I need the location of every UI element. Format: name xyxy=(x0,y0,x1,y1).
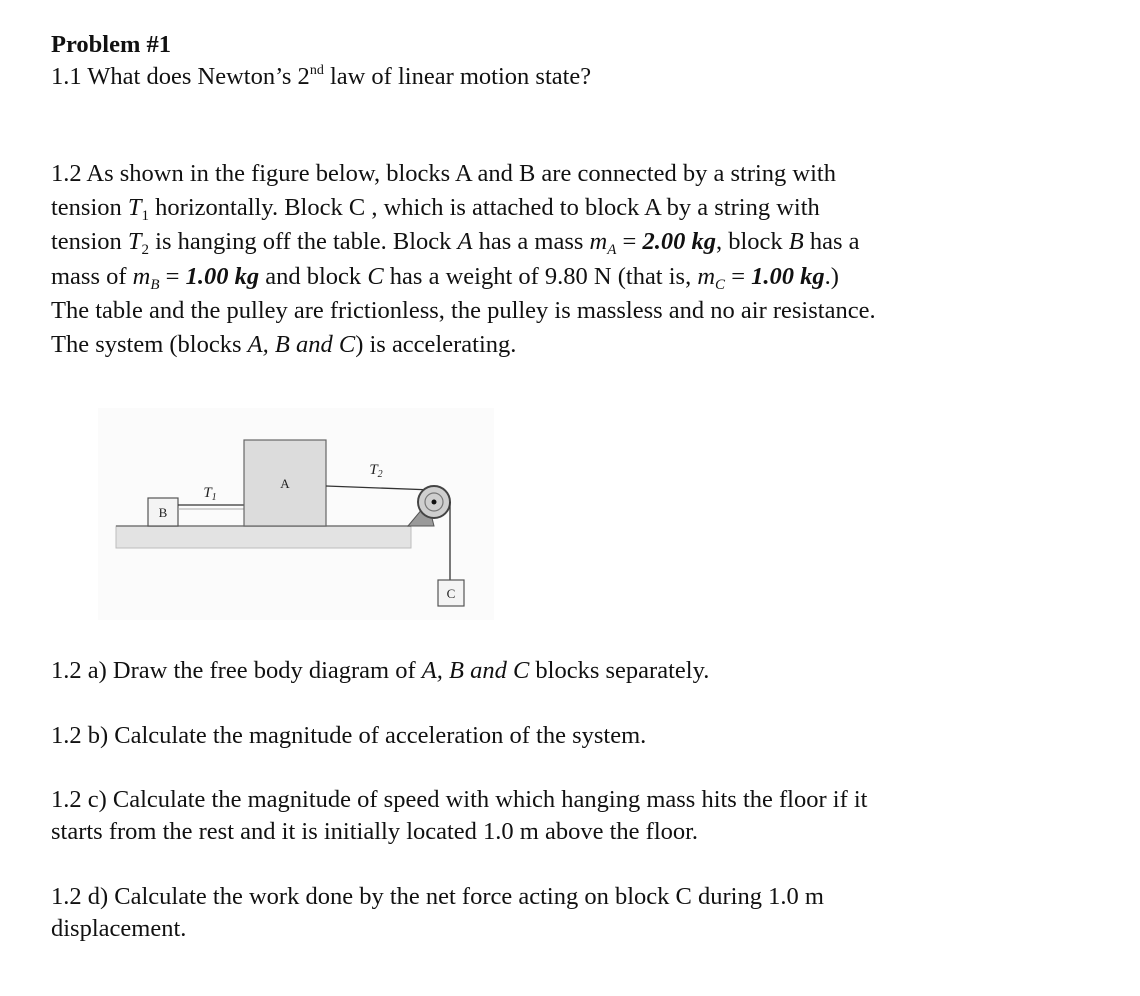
part-a-post: blocks separately. xyxy=(529,657,710,684)
q1-2-line-5: The table and the pulley are frictionless, the pulley is massless and no air resistance. xyxy=(51,297,876,324)
table-top xyxy=(116,526,411,548)
part-c-line-2: starts from the rest and it is initially located 1.0 m above the floor. xyxy=(51,818,699,845)
q1-2-l3-e: has a xyxy=(803,228,860,255)
tension-t1-symbol: T xyxy=(127,194,142,221)
q1-1-text-before: 1.1 What does Newton’s 2 xyxy=(51,63,310,90)
q1-2-l6-a: The system (blocks xyxy=(51,331,248,358)
part-b: 1.2 b) Calculate the magnitude of acceleration of the system. xyxy=(51,722,647,749)
q1-2-l2-a: tension xyxy=(51,194,128,221)
mass-b-value: 1.00 kg xyxy=(185,263,260,290)
block-c-label: C xyxy=(446,586,456,601)
q1-2-l4-d: .) xyxy=(824,263,839,290)
mass-c-subscript: C xyxy=(715,277,726,293)
q1-1-superscript: nd xyxy=(309,63,324,78)
q1-2-l6-b: ) is accelerating. xyxy=(355,331,517,358)
mass-c-symbol: m xyxy=(697,263,716,290)
system-blocks-symbols: A, B and C xyxy=(247,331,356,358)
mass-b-equals: = xyxy=(159,263,186,290)
q1-2-line-2 xyxy=(51,193,820,231)
part-a-pre: 1.2 a) Draw the free body diagram of xyxy=(51,657,422,684)
q1-2-l4-b: and block xyxy=(259,263,368,290)
mass-b-symbol: m xyxy=(132,263,151,290)
mass-b-subscript: B xyxy=(150,277,160,293)
q1-2-l2-b: horizontally. Block C , which is attached to block A by a string with xyxy=(149,194,820,221)
question-1-1 xyxy=(51,62,591,92)
q1-2-l3-c: has a mass xyxy=(472,228,590,255)
q1-2-line-1: 1.2 As shown in the figure below, blocks A and B are connected by a string with xyxy=(51,160,836,187)
mass-a-subscript: A xyxy=(607,242,617,258)
block-b-label: B xyxy=(158,505,168,520)
q1-2-l3-b: is hanging off the table. Block xyxy=(149,228,458,255)
pulley-axle xyxy=(432,500,437,505)
mass-c-equals: = xyxy=(725,263,752,290)
q1-2-line-3 xyxy=(51,227,860,265)
mass-c-value: 1.00 kg xyxy=(751,263,825,290)
block-a-symbol: A xyxy=(457,228,473,255)
tension-t2-subscript: 2 xyxy=(141,242,150,258)
block-b-symbol: B xyxy=(788,228,804,255)
block-a-label: A xyxy=(280,476,290,491)
q1-2-line-4 xyxy=(51,262,839,300)
q1-2-line-6 xyxy=(51,330,516,360)
tension-t1-subscript: 1 xyxy=(141,208,150,224)
tension-t2-symbol: T xyxy=(127,228,142,255)
q1-2-l4-c: has a weight of 9.80 N (that is, xyxy=(383,263,698,290)
mass-a-symbol: m xyxy=(589,228,608,255)
q1-2-l3-d: , block xyxy=(715,228,789,255)
t1-label: $T_1$ xyxy=(203,485,217,503)
q1-1-text-after: law of linear motion state? xyxy=(323,63,592,90)
q1-2-l3-a: tension xyxy=(51,228,128,255)
pulley-figure xyxy=(98,408,494,620)
mass-a-equals: = xyxy=(616,228,643,255)
problem-heading: Problem #1 xyxy=(51,31,171,58)
t2-label: $T_2$ xyxy=(369,462,383,480)
q1-2-l4-a: mass of xyxy=(51,263,133,290)
part-d-line-1: 1.2 d) Calculate the work done by the net force acting on block C during 1.0 m xyxy=(51,883,824,910)
part-d-line-2: displacement. xyxy=(51,915,187,942)
block-c-symbol: C xyxy=(367,263,384,290)
part-a xyxy=(51,656,709,686)
part-a-vars: A, B and C xyxy=(421,657,530,684)
mass-a-value: 2.00 kg xyxy=(642,228,716,255)
part-c-line-1: 1.2 c) Calculate the magnitude of speed with which hanging mass hits the floor if it xyxy=(51,786,868,813)
